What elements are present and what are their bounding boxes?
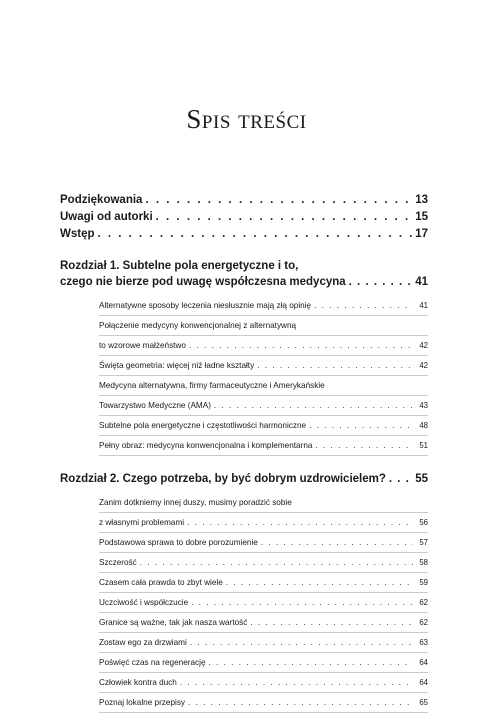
chapter-heading[interactable]	[60, 471, 428, 487]
toc-subentry[interactable]	[99, 553, 428, 573]
toc-subentry-line[interactable]: Zanim dotkniemy innej duszy, musimy poradzić sobie	[99, 493, 428, 513]
chapter-heading-line2: czego nie bierze pod uwagę współczesna medycyna	[60, 276, 346, 288]
leader-dots	[156, 209, 413, 226]
entry-label: Podstawowa sprawa to dobre porozumienie	[99, 538, 258, 547]
entry-label: Alternatywne sposoby leczenia niesłusznie mają złą opinię	[99, 301, 312, 310]
toc-entry-introduction[interactable]	[60, 226, 428, 243]
chapter-2	[60, 471, 428, 713]
entry-page: 62	[419, 618, 428, 627]
entry-page: 64	[419, 678, 428, 687]
entry-page: 42	[419, 361, 428, 370]
leader-dots	[214, 396, 413, 415]
entry-label: Święta geometria: więcej niż ładne kształty	[99, 361, 255, 370]
leader-dots	[257, 356, 413, 375]
leader-dots	[261, 533, 413, 552]
leader-dots	[189, 336, 413, 355]
toc-subentry[interactable]	[99, 356, 428, 376]
chapter-2-subentries	[60, 493, 428, 713]
chapter-page: 41	[415, 276, 428, 288]
entry-page: 43	[419, 401, 428, 410]
toc-subentry-line[interactable]: Medycyna alternatywna, firmy farmaceutyczne i Amerykańskie	[99, 376, 428, 396]
leader-dots	[349, 274, 413, 290]
entry-page: 13	[415, 194, 428, 206]
table-of-contents	[60, 192, 428, 728]
toc-subentry[interactable]	[99, 396, 428, 416]
entry-page: 15	[415, 211, 428, 223]
entry-label: Podziękowania	[60, 194, 143, 206]
entry-page: 41	[419, 301, 428, 310]
leader-dots	[140, 553, 413, 572]
front-matter	[60, 192, 428, 243]
entry-label: Człowiek kontra duch	[99, 678, 177, 687]
toc-subentry[interactable]	[99, 573, 428, 593]
entry-label: Szczerość	[99, 558, 137, 567]
entry-page: 42	[419, 341, 428, 350]
chapter-heading-line1: Rozdział 1. Subtelne pola energetyczne i to,	[60, 260, 299, 272]
entry-label: Zostaw ego za drzwiami	[99, 638, 187, 647]
leader-dots	[226, 573, 413, 592]
entry-page: 48	[419, 421, 428, 430]
leader-dots	[315, 436, 413, 455]
chapter-1	[60, 258, 428, 456]
toc-entry-acknowledgements[interactable]	[60, 192, 428, 209]
entry-label: Wstęp	[60, 228, 95, 240]
leader-dots	[98, 226, 413, 243]
entry-label: z własnymi problemami	[99, 518, 185, 527]
entry-page: 62	[419, 598, 428, 607]
page-title: Spis treści	[186, 104, 307, 134]
entry-label: Uwagi od autorki	[60, 211, 153, 223]
leader-dots	[188, 693, 413, 712]
toc-subentry[interactable]	[99, 416, 428, 436]
entry-page: 63	[419, 638, 428, 647]
toc-subentry[interactable]	[99, 653, 428, 673]
leader-dots	[191, 593, 413, 612]
chapter-1-subentries	[60, 296, 428, 456]
leader-dots	[209, 653, 414, 672]
entry-page: 58	[419, 558, 428, 567]
entry-page: 64	[419, 658, 428, 667]
toc-subentry[interactable]	[99, 613, 428, 633]
toc-subentry[interactable]	[99, 533, 428, 553]
toc-subentry[interactable]	[99, 336, 428, 356]
entry-page: 59	[419, 578, 428, 587]
leader-dots	[187, 513, 413, 532]
toc-subentry[interactable]	[99, 436, 428, 456]
entry-page: 51	[419, 441, 428, 450]
leader-dots	[180, 673, 413, 692]
chapter-heading-text: Rozdział 2. Czego potrzeba, by być dobrym uzdrowicielem?	[60, 473, 386, 485]
toc-entry-author-notes[interactable]	[60, 209, 428, 226]
toc-subentry[interactable]	[99, 633, 428, 653]
leader-dots	[314, 296, 413, 315]
entry-label: Poświęć czas na regenerację	[99, 658, 206, 667]
leader-dots	[250, 613, 413, 632]
entry-label: Pełny obraz: medycyna konwencjonalna i komplementarna	[99, 441, 313, 450]
entry-label: Subtelne pola energetyczne i częstotliwości harmoniczne	[99, 421, 307, 430]
entry-label: Czasem cała prawda to zbyt wiele	[99, 578, 223, 587]
chapter-heading[interactable]	[60, 258, 428, 290]
entry-page: 56	[419, 518, 428, 527]
entry-label: Uczciwość i współczucie	[99, 598, 189, 607]
toc-subentry-line[interactable]: Połączenie medycyny konwencjonalnej z alternatywną	[99, 316, 428, 336]
leader-dots	[190, 633, 413, 652]
entry-page: 57	[419, 538, 428, 547]
toc-subentry[interactable]	[99, 693, 428, 713]
entry-page: 17	[415, 228, 428, 240]
entry-label: Towarzystwo Medyczne (AMA)	[99, 401, 211, 410]
toc-subentry[interactable]	[99, 593, 428, 613]
leader-dots	[309, 416, 413, 435]
toc-subentry[interactable]	[99, 296, 428, 316]
entry-label: to wzorowe małżeństwo	[99, 341, 186, 350]
toc-subentry[interactable]	[99, 673, 428, 693]
entry-page: 65	[419, 698, 428, 707]
entry-label: Poznaj lokalne przepisy	[99, 698, 186, 707]
chapter-page: 55	[415, 473, 428, 485]
leader-dots	[389, 471, 412, 487]
leader-dots	[145, 192, 412, 209]
toc-subentry[interactable]	[99, 513, 428, 533]
entry-label: Granice są ważne, tak jak nasza wartość	[99, 618, 248, 627]
